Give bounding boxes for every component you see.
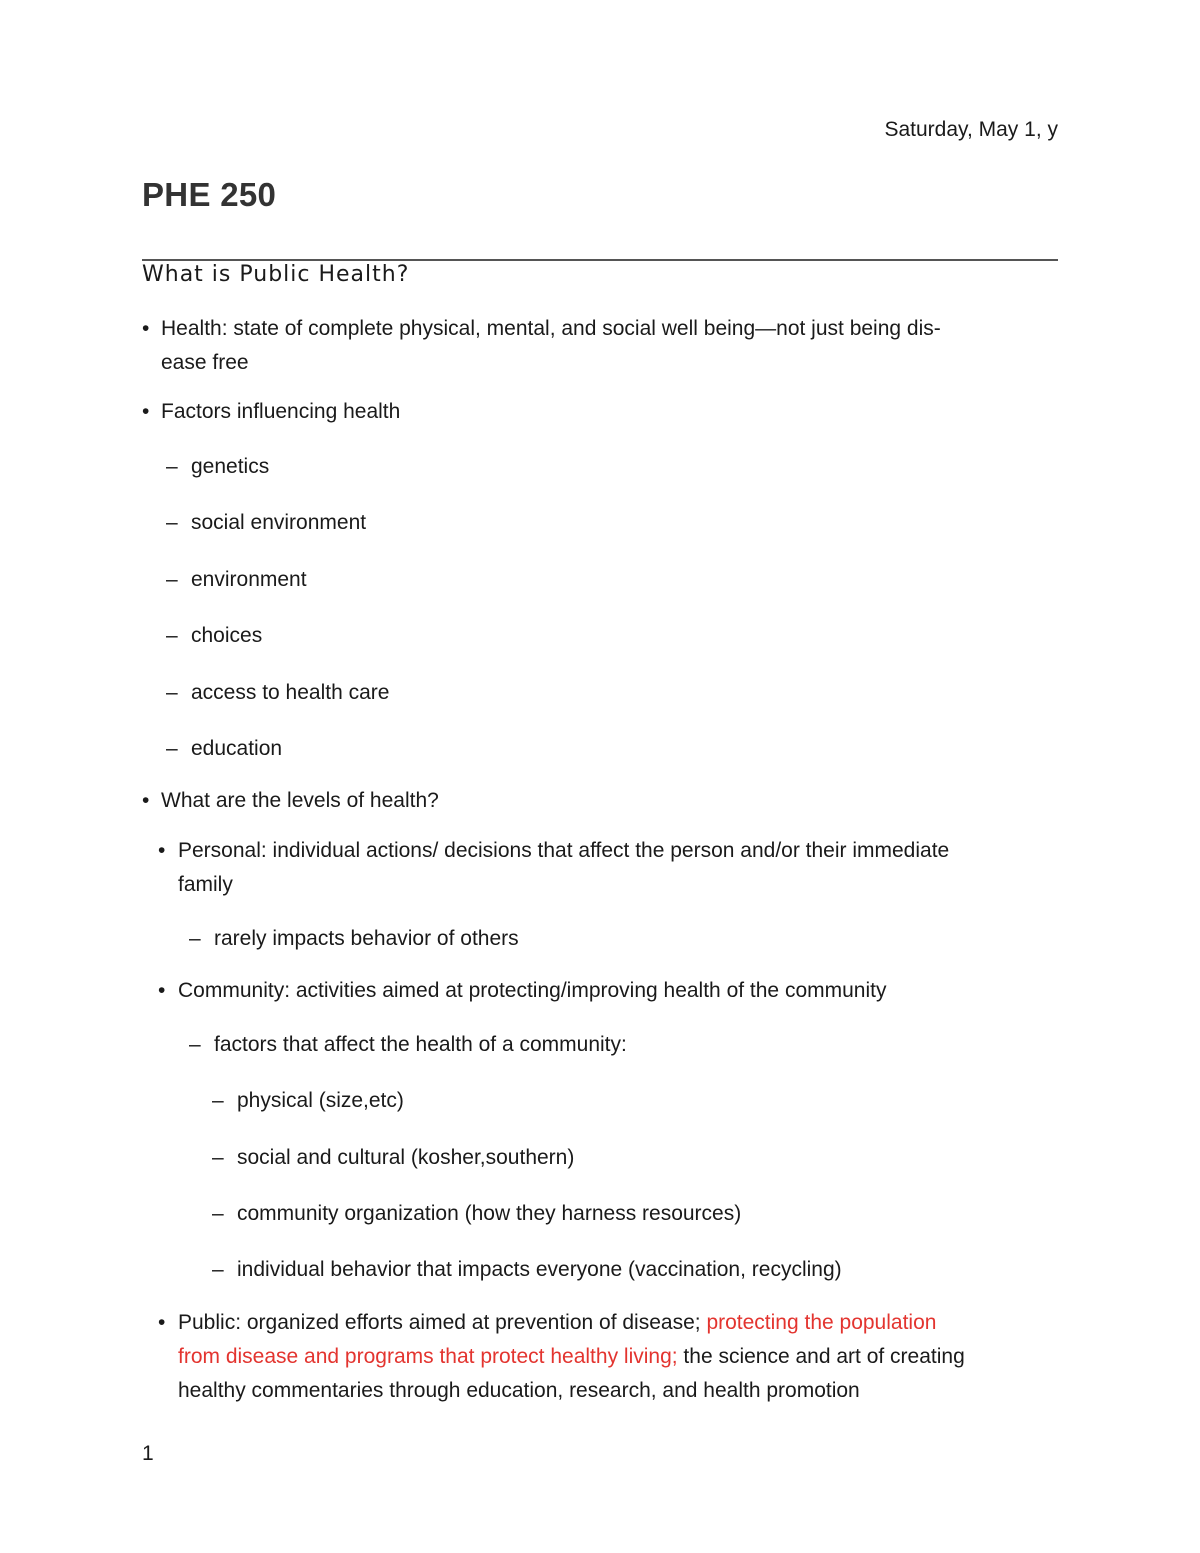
list-item: – environment <box>166 563 307 597</box>
list-item: – social environment <box>166 506 366 540</box>
list-item: – social and cultural (kosher,southern) <box>212 1141 574 1175</box>
bullet-marker: • <box>142 789 150 812</box>
dash-marker: – <box>166 568 178 591</box>
dash-marker: – <box>166 511 178 534</box>
list-item-continuation: ease free <box>161 351 249 374</box>
list-item: • Health: state of complete physical, mental, and social well being—not just being dis- <box>142 312 941 346</box>
list-item: – access to health care <box>166 676 389 710</box>
public-highlight-text: from disease and programs that protect healthy living; <box>178 1345 678 1368</box>
public-tail-text: the science and art of creating <box>677 1345 965 1368</box>
document-date: Saturday, May 1, y <box>884 118 1058 141</box>
list-item: • Personal: individual actions/ decisions that affect the person and/or their immediate <box>158 834 949 868</box>
list-item: – genetics <box>166 450 269 484</box>
page-number: 1 <box>142 1442 154 1465</box>
list-item-public <box>158 1306 1058 1408</box>
course-title: PHE 250 <box>142 176 277 213</box>
list-item: – rarely impacts behavior of others <box>189 922 519 956</box>
list-item: – education <box>166 732 282 766</box>
dash-marker: – <box>166 737 178 760</box>
dash-marker: – <box>166 681 178 704</box>
list-item: – factors that affect the health of a community: <box>189 1028 627 1062</box>
public-tail-text: healthy commentaries through education, research, and health promotion <box>178 1379 860 1402</box>
dash-marker: – <box>189 927 201 950</box>
section-heading: What is Public Health? <box>142 262 410 287</box>
list-item: • What are the levels of health? <box>142 784 439 818</box>
bullet-marker: • <box>158 839 166 862</box>
list-item: – choices <box>166 619 262 653</box>
dash-marker: – <box>212 1146 224 1169</box>
list-item: – physical (size,etc) <box>212 1084 404 1118</box>
list-item: – individual behavior that impacts everyone (vaccination, recycling) <box>212 1253 842 1287</box>
list-item: – community organization (how they harness resources) <box>212 1197 741 1231</box>
list-item: • Factors influencing health <box>142 395 400 429</box>
dash-marker: – <box>212 1202 224 1225</box>
list-item: • Community: activities aimed at protecting/improving health of the community <box>158 974 886 1008</box>
public-lead-text: Public: organized efforts aimed at prevention of disease; <box>178 1311 707 1334</box>
dash-marker: – <box>212 1089 224 1112</box>
bullet-marker: • <box>142 400 150 423</box>
bullet-marker: • <box>158 979 166 1002</box>
dash-marker: – <box>212 1258 224 1281</box>
bullet-marker: • <box>142 317 150 340</box>
list-item-continuation: family <box>178 873 233 896</box>
dash-marker: – <box>166 624 178 647</box>
dash-marker: – <box>166 455 178 478</box>
dash-marker: – <box>189 1033 201 1056</box>
bullet-marker: • <box>158 1311 166 1334</box>
public-highlight-text: protecting the population <box>706 1311 937 1334</box>
title-divider <box>142 259 1058 261</box>
